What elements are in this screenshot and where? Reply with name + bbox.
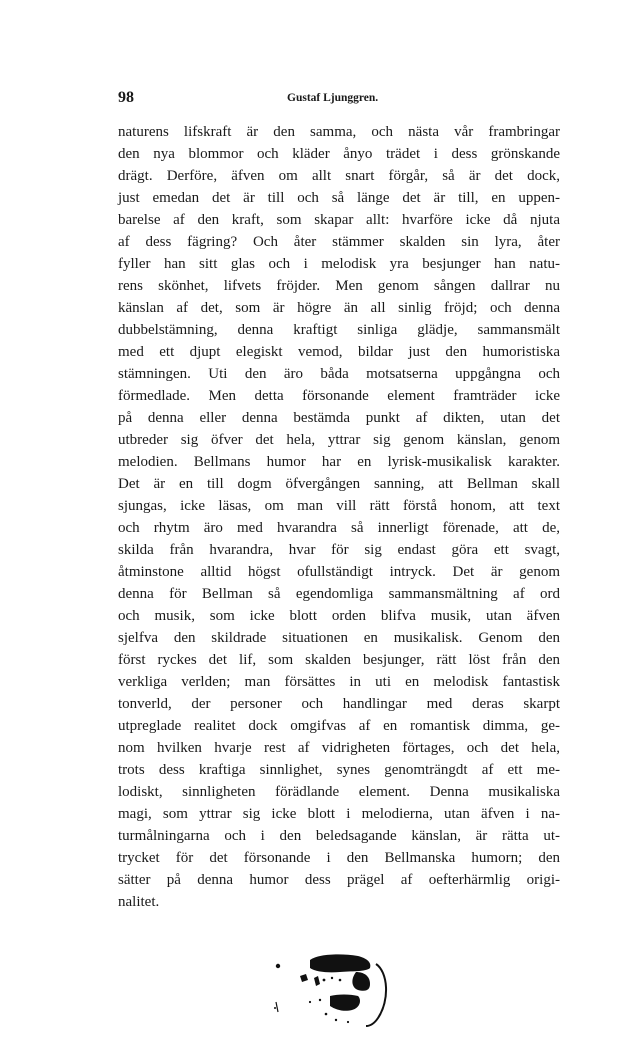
text-line: just emedan det är till och så länge det är till, en uppen- (118, 190, 560, 206)
text-line: åtminstone alltid högst ofullständigt intryck. Det är genom (118, 564, 560, 580)
text-line: denna för Bellman så egendomliga sammansmältning af ord (118, 586, 560, 602)
text-line: utbreder sig öfver det hela, yttrar sig genom känslan, genom (118, 432, 560, 448)
text-line: naturens lifskraft är den samma, och nästa vår frambringar (118, 124, 560, 140)
text-line: magi, som yttrar sig icke blott i melodierna, utan äfven i na- (118, 806, 560, 822)
text-line: turmålningarna och i den beledsagande känslan, är rätta ut- (118, 828, 560, 844)
text-line: fyller han sitt glas och i melodisk yra besjunger han natu- (118, 256, 560, 272)
text-line: melodien. Bellmans humor har en lyrisk-musikalisk karakter. (118, 454, 560, 470)
text-line: först ryckes det lif, som skalden besjunger, rätt löst från den (118, 652, 560, 668)
text-line: sjungas, icke läsas, om man vill rätt förstå honom, att text (118, 498, 560, 514)
text-line: trycket för det försonande i den Bellmanska humorn; den (118, 850, 560, 866)
text-line: och rhytm äro med hvarandra så innerligt förenade, att de, (118, 520, 560, 536)
text-line: och musik, som icke blott orden blifva musik, utan äfven (118, 608, 560, 624)
page-number: 98 (118, 89, 134, 106)
text-line: af dess fägring? Och åter stämmer skalden sin lyra, åter (118, 234, 560, 250)
text-line: på denna eller denna bestämda punkt af dikten, utan det (118, 410, 560, 426)
text-line: drägt. Derföre, äfven om allt snart förgår, så är det dock, (118, 168, 560, 184)
text-line: trots dess kraftiga sinnlighet, synes genomträngdt af ett me- (118, 762, 560, 778)
text-line: utpreglade realitet dock omgifvas af en romantisk dimma, ge- (118, 718, 560, 734)
text-line: stämningen. Uti den äro båda motsatserna uppgångna och (118, 366, 560, 382)
text-line: nom hvilken hvarje rest af vidrigheten förtages, och det hela, (118, 740, 560, 756)
ink-blot-ornament-icon (270, 950, 395, 1030)
text-line: barelse af den kraft, som skapar allt: hvarföre icke då njuta (118, 212, 560, 228)
text-line: dubbelstämning, denna kraftigt sinliga glädje, sammansmält (118, 322, 560, 338)
text-line: verkliga verlden; man försättes in uti en melodisk fantastisk (118, 674, 560, 690)
text-line: rens skönhet, lifvets fröjder. Men genom sången dallrar nu (118, 278, 560, 294)
text-line: den nya blommor och kläder ånyo trädet i dess grönskande (118, 146, 560, 162)
text-line: Det är en till dogm öfvergången sanning, att Bellman skall (118, 476, 560, 492)
text-line: sätter på denna humor dess prägel af oefterhärmlig origi- (118, 872, 560, 888)
running-head (118, 89, 560, 109)
running-head-author: Gustaf Ljunggren. (287, 92, 379, 104)
text-line: tonverld, der personer och handlingar med deras skarpt (118, 696, 560, 712)
text-line: förmedlade. Men detta försonande element framträder icke (118, 388, 560, 404)
text-line: sjelfva den skildrade situationen en musikalisk. Genom den (118, 630, 560, 646)
text-line: nalitet. (118, 894, 160, 910)
text-line: känslan af det, som är högre än all sinlig fröjd; och denna (118, 300, 560, 316)
text-line: lodiskt, sinnligheten förädlande element. Denna musikaliska (118, 784, 560, 800)
body-text (118, 121, 560, 913)
text-line: skilda från hvarandra, hvar för sig endast göra ett svagt, (118, 542, 560, 558)
text-line: med ett djupt elegiskt vemod, bildar just den humoristiska (118, 344, 560, 360)
